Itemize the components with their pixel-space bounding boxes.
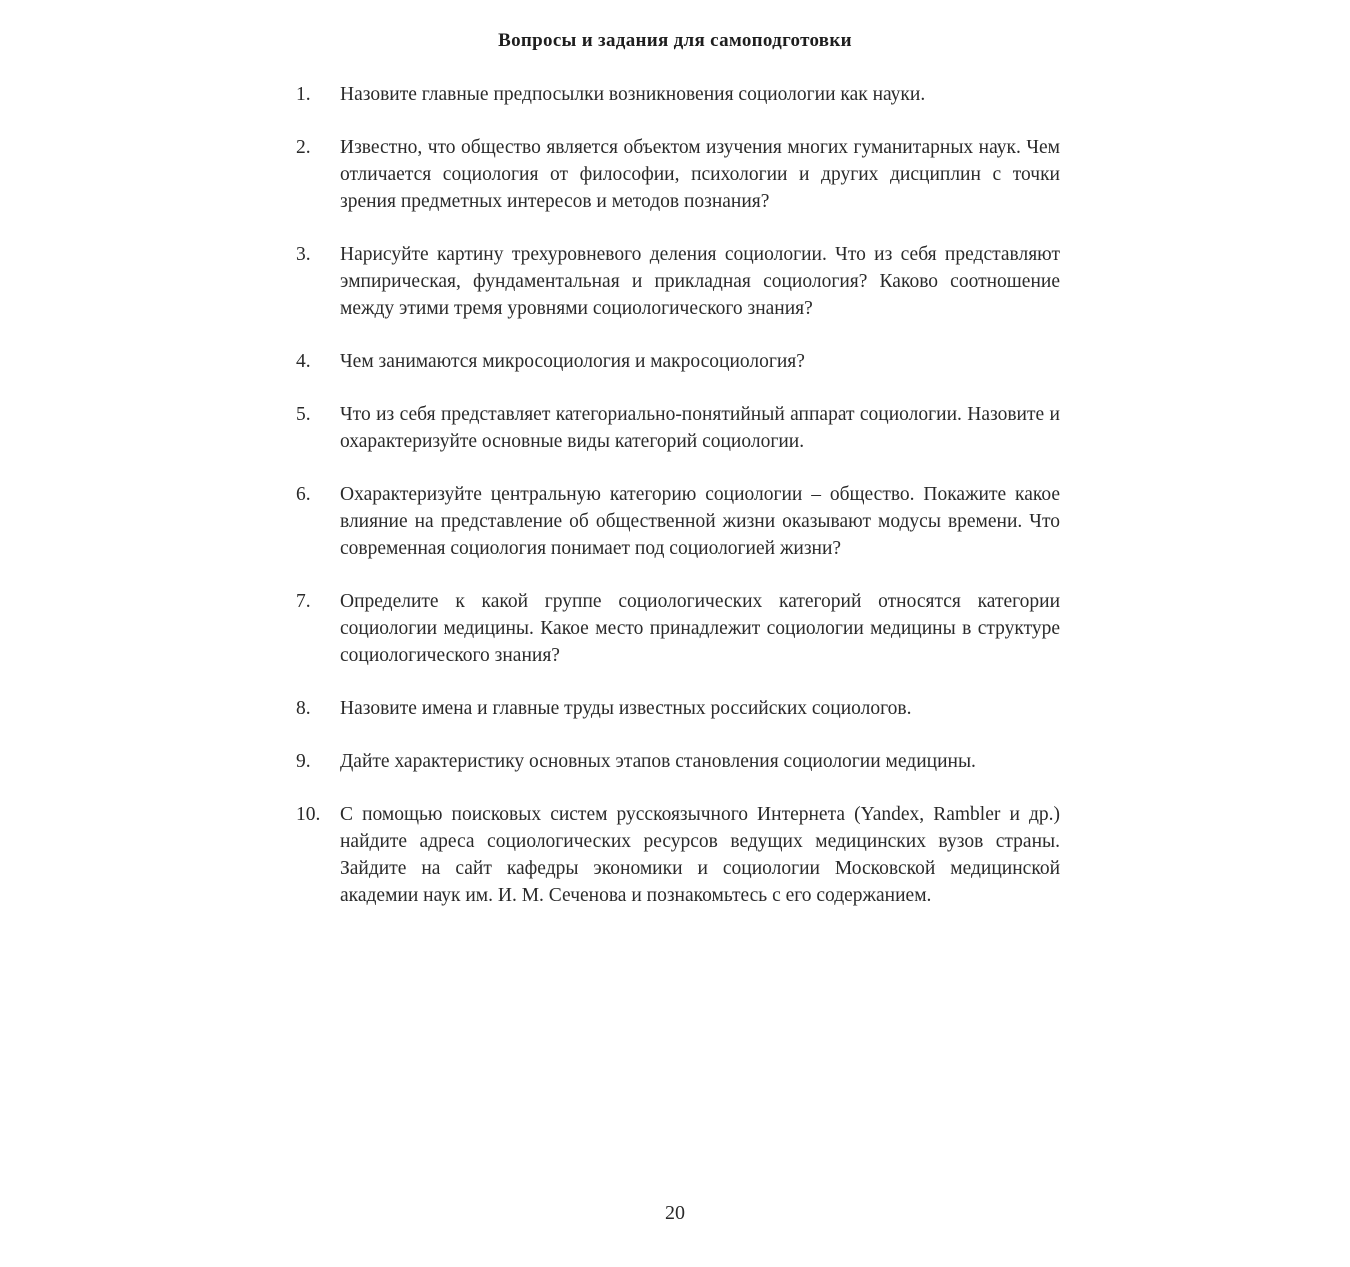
question-text: Назовите имена и главные труды известных российских социологов. [340, 698, 912, 719]
question-text: Нарисуйте картину трехуровневого деления социологии. Что из себя представляют эмпирическая, фундаментальная и прикладная социология? Каково соотношение между этими тремя уровнями социологического знания? [340, 244, 1060, 319]
question-number: 4. [296, 351, 311, 372]
question-text: Определите к какой группе социологических категорий относятся категории социологии медицины. Какое место принадлежит социологии медицины в структуре социологического знания? [340, 591, 1060, 666]
question-text: Охарактеризуйте центральную категорию социологии – общество. Покажите какое влияние на представление об общественной жизни оказывают модусы времени. Что современная социология понимает под социологией жизни? [340, 484, 1060, 559]
question-text: Что из себя представляет категориально-понятийный аппарат социологии. Назовите и охарактеризуйте основные виды категорий социологии. [340, 404, 1060, 452]
question-text: С помощью поисковых систем русскоязычного Интернета (Yandex, Rambler и др.) найдите адреса социологических ресурсов ведущих медицинских вузов страны. Зайдите на сайт кафедры экономики и социологии Московской медицинской академии наук им. И. М. Сеченова и познакомьтесь с его содержанием. [340, 804, 1060, 906]
list-item [290, 81, 1060, 108]
list-item [290, 695, 1060, 722]
page-title: Вопросы и задания для самоподготовки [498, 30, 852, 51]
list-item [290, 348, 1060, 375]
question-list [290, 81, 1060, 935]
list-item [290, 801, 1060, 909]
question-number: 3. [296, 244, 311, 265]
list-item [290, 588, 1060, 669]
question-number: 10. [296, 804, 321, 825]
page-number: 20 [665, 1202, 685, 1224]
question-number: 9. [296, 751, 311, 772]
question-number: 2. [296, 137, 311, 158]
list-item [290, 241, 1060, 322]
question-number: 1. [296, 84, 311, 105]
question-text: Известно, что общество является объектом изучения многих гуманитарных наук. Чем отличается социология от философии, психологии и других дисциплин с точки зрения предметных интересов и методов познания? [340, 137, 1060, 212]
list-item [290, 748, 1060, 775]
list-item [290, 401, 1060, 455]
question-number: 8. [296, 698, 311, 719]
list-item [290, 134, 1060, 215]
question-number: 7. [296, 591, 311, 612]
question-number: 5. [296, 404, 311, 425]
list-item [290, 481, 1060, 562]
question-text: Чем занимаются микросоциология и макросоциология? [340, 351, 805, 372]
question-number: 6. [296, 484, 311, 505]
question-text: Назовите главные предпосылки возникновения социологии как науки. [340, 84, 926, 105]
question-text: Дайте характеристику основных этапов становления социологии медицины. [340, 751, 976, 772]
